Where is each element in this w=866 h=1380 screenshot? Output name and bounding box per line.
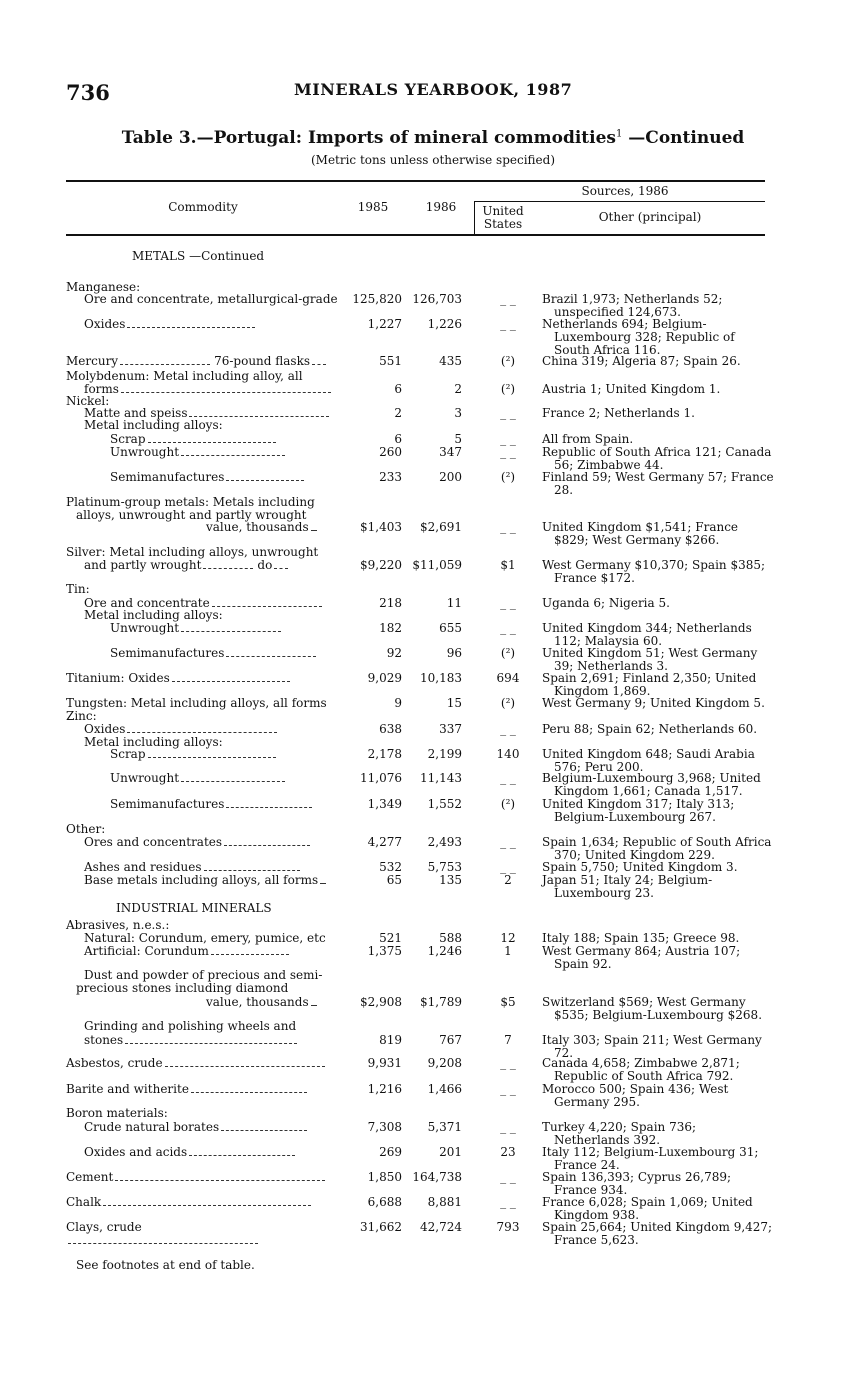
value-1986: 9,208 [427,1056,462,1070]
other-sources: Japan 51; Italy 24; Belgium-Luxembourg 23. [542,873,713,900]
commodity-label: Manganese: [66,280,141,294]
leader-dots [211,948,289,955]
commodity-label: Ashes and residues [84,860,202,874]
value-1986: $2,691 [420,520,462,534]
united-states-value: 23 [500,1145,516,1159]
commodity-label: Matte and speiss [84,406,188,420]
commodity-label: value, thousands [206,520,309,534]
table-subtitle: (Metric tons unless otherwise specified) [310,153,556,167]
united-states-value: _ _ [500,596,516,610]
leader-dots [274,562,288,569]
other-sources: United Kingdom 648; Saudi Arabia 576; Peru 200. [542,747,755,774]
value-1986: 5,371 [427,1120,462,1134]
commodity-label: Nickel: [66,394,110,408]
value-1986: 2,493 [427,835,462,849]
leader-dots [226,650,316,657]
commodity-label: Clays, crude [66,1220,142,1234]
commodity-cell [66,647,372,660]
united-states-value: (²) [500,354,516,368]
value-1985: 269 [379,1145,402,1159]
leader-dots [165,1060,325,1067]
commodity-cell [66,945,346,958]
value-1985: 9,029 [367,671,402,685]
commodity-label: Mercury [66,354,119,368]
value-1985: 65 [386,873,402,887]
other-sources: Italy 303; Spain 211; West Germany 72. [542,1033,762,1060]
leader-dots [115,1174,325,1181]
commodity-cell [66,446,372,459]
commodity-label: alloys, unwrought and partly wrought [76,508,307,522]
value-1986: 5 [454,432,462,446]
leader-dots [224,839,310,846]
commodity-label: and partly wrought [84,558,202,572]
header-sources: Sources, 1986 [581,184,669,198]
running-head: MINERALS YEARBOOK, 1987 [294,80,573,99]
commodity-label: Asbestos, crude [66,1056,163,1070]
commodity-label: Cement [66,1170,114,1184]
other-sources: Turkey 4,220; Spain 736; Netherlands 392. [542,1120,697,1147]
other-sources: Spain 136,393; Cyprus 26,789; France 934. [542,1170,732,1197]
section-metals: METALS —Continued [132,249,265,263]
united-states-value: (²) [500,470,516,484]
united-states-value: _ _ [500,860,516,874]
other-sources: Spain 5,750; United Kingdom 3. [542,860,738,874]
united-states-value: _ _ [500,1170,516,1184]
header-us-1: United [482,204,524,218]
united-states-value: _ _ [500,835,516,849]
commodity-label: Molybdenum: Metal including alloy, all [66,369,303,383]
leader-dots [148,436,276,443]
value-1986: 2,199 [427,747,462,761]
header-bottom-rule [66,234,765,236]
value-1985: 819 [379,1033,402,1047]
header-other: Other (principal) [598,210,702,224]
sources-rule [474,201,765,202]
united-states-value: 2 [504,873,512,887]
footnote: See footnotes at end of table. [76,1258,255,1272]
value-1986: 337 [439,722,462,736]
commodity-cell [66,1107,328,1120]
value-1985: 1,227 [367,317,402,331]
value-1985: 9 [394,696,402,710]
header-1985: 1985 [357,200,389,214]
commodity-label: precious stones including diamond [76,981,289,995]
commodity-label: stones [84,1033,124,1047]
united-states-value: 7 [504,1033,512,1047]
other-sources: China 319; Algeria 87; Spain 26. [542,354,741,368]
commodity-label: Tungsten: Metal including alloys, all forms [66,696,327,710]
commodity-cell [66,471,372,484]
value-1985: 7,308 [367,1120,402,1134]
value-1985: 638 [379,722,402,736]
value-1985: 4,277 [367,835,402,849]
leader-dots [172,675,290,682]
united-states-value: _ _ [500,1056,516,1070]
commodity-cell [66,748,372,761]
united-states-value: $5 [500,995,516,1009]
value-1985: $2,908 [360,995,402,1009]
table-title-suffix: —Continued [622,128,745,148]
leader-dots [221,1124,307,1131]
united-states-value: _ _ [500,1195,516,1209]
leader-dots [181,625,281,632]
value-1986: 135 [439,873,462,887]
commodity-label: Ore and concentrate [84,596,210,610]
commodity-label: Oxides and acids [84,1145,188,1159]
united-states-value: _ _ [500,406,516,420]
value-1986: 11,143 [420,771,462,785]
value-1986: 15 [446,696,462,710]
value-1986: 588 [439,931,462,945]
commodity-label: Oxides [84,317,126,331]
commodity-label: Boron materials: [66,1106,168,1120]
value-1986: 8,881 [427,1195,462,1209]
commodity-label: forms [84,382,119,396]
commodity-label: Ores and concentrates [84,835,223,849]
other-sources: Uganda 6; Nigeria 5. [542,596,670,610]
other-sources: Netherlands 694; Belgium-Luxembourg 328; Republic of South Africa 116. [542,317,735,357]
leader-dots [191,1086,307,1093]
united-states-value: _ _ [500,722,516,736]
commodity-cell [66,1121,346,1134]
united-states-value: 12 [500,931,516,945]
united-states-value: 140 [496,747,520,761]
commodity-label: Barite and witherite [66,1082,189,1096]
commodity-cell [66,622,372,635]
value-1985: 1,216 [367,1082,402,1096]
value-1985: $9,220 [360,558,402,572]
leader-dots [120,358,210,365]
commodity-label: Silver: Metal including alloys, unwrought [66,545,319,559]
united-states-value: (²) [500,382,516,396]
value-1985: 11,076 [360,771,402,785]
commodity-label: Scrap [110,747,146,761]
commodity-cell [66,318,346,331]
commodity-cell [66,1057,328,1070]
other-sources: France 6,028; Spain 1,069; United Kingdom 938. [542,1195,753,1222]
leader-dots [226,801,312,808]
value-1986: 126,703 [412,292,462,306]
commodity-label: Other: [66,822,106,836]
leader-dots [189,410,329,417]
value-1986: 42,724 [420,1220,462,1234]
commodity-label: Semimanufactures [110,646,225,660]
other-sources: Finland 59; West Germany 57; France 28. [542,470,774,497]
united-states-value: 694 [496,671,520,685]
leader-dots [127,726,277,733]
commodity-cell [66,1196,328,1209]
value-1985: 6 [394,432,402,446]
title-footnote-mark: 1 [616,128,623,140]
commodity-label: Semimanufactures [110,470,225,484]
commodity-label: Metal including alloys: [84,608,223,622]
value-1985: 1,349 [367,797,402,811]
united-states-value: _ _ [500,1120,516,1134]
commodity-label: Abrasives, n.e.s.: [66,918,170,932]
commodity-label: Natural: Corundum, emery, pumice, etc [84,931,326,945]
other-sources: Belgium-Luxembourg 3,968; United Kingdom 1,661; Canada 1,517. [542,771,761,798]
commodity-cell [66,1221,328,1247]
commodity-label: Unwrought [110,621,180,635]
other-sources: France 2; Netherlands 1. [542,406,695,420]
value-1986: 347 [439,445,462,459]
commodity-label: Artificial: Corundum [84,944,209,958]
commodity-cell [66,355,328,368]
commodity-label: Unwrought [110,771,180,785]
united-states-value: _ _ [500,317,516,331]
leader-dots [181,449,285,456]
commodity-label: Oxides [84,722,126,736]
united-states-value: _ _ [500,621,516,635]
leader-dots [103,1199,311,1206]
header-1986: 1986 [425,200,457,214]
commodity-label: Metal including alloys: [84,418,223,432]
commodity-cell [66,293,346,306]
other-sources: All from Spain. [542,432,634,446]
other-sources: United Kingdom 317; Italy 313; Belgium-Luxembourg 267. [542,797,735,824]
commodity-label: Unwrought [110,445,180,459]
united-states-value: _ _ [500,445,516,459]
commodity-cell [66,419,346,432]
commodity-cell [66,1146,346,1159]
commodity-cell [66,772,372,785]
header-us-2: States [483,217,523,231]
commodity-label: Semimanufactures [110,797,225,811]
commodity-label: Titanium: Oxides [66,671,170,685]
leader-dots [181,775,285,782]
header-commodity: Commodity [168,200,238,214]
value-1985: 260 [379,445,402,459]
other-sources: Morocco 500; Spain 436; West Germany 295. [542,1082,729,1109]
value-1986: 200 [439,470,462,484]
value-1985: 2 [394,406,402,420]
page-number: 736 [66,80,110,105]
commodity-cell [66,874,346,887]
leader-dots [320,877,326,884]
value-1986: 164,738 [412,1170,462,1184]
value-1986: 201 [439,1145,462,1159]
other-sources: Switzerland $569; West Germany $535; Belgium-Luxembourg $268. [542,995,763,1022]
commodity-cell [66,1083,328,1096]
value-1985: 9,931 [367,1056,402,1070]
value-1986: 2 [454,382,462,396]
united-states-value: (²) [500,696,516,710]
commodity-label: Crude natural borates [84,1120,220,1134]
other-sources: West Germany 9; United Kingdom 5. [542,696,765,710]
leader-dots [68,1237,258,1244]
value-1985: 1,375 [367,944,402,958]
other-sources: West Germany 864; Austria 107; Spain 92. [542,944,741,971]
top-rule [66,180,765,182]
other-sources: Spain 2,691; Finland 2,350; United Kingdom 1,869. [542,671,757,698]
value-1985: 6 [394,382,402,396]
united-states-value: _ _ [500,520,516,534]
united-states-value: _ _ [500,432,516,446]
value-1986: 655 [439,621,462,635]
commodity-cell [66,982,338,995]
value-1986: 10,183 [420,671,462,685]
leader-dots [203,562,253,569]
value-1986: $11,059 [412,558,462,572]
leader-dots [311,999,317,1006]
united-states-value: _ _ [500,771,516,785]
value-1985: 2,178 [367,747,402,761]
commodity-cell [66,798,372,811]
table-title [0,128,866,148]
unit-label: do [257,558,273,572]
value-1986: 5,753 [427,860,462,874]
commodity-label: Dust and powder of precious and semi- [84,968,323,982]
other-sources: United Kingdom 344; Netherlands 112; Malaysia 60. [542,621,752,648]
other-sources: Brazil 1,973; Netherlands 52; unspecified 124,673. [542,292,723,319]
commodity-label: Ore and concentrate, metallurgical-grade [84,292,338,306]
commodity-cell [66,1020,346,1033]
commodity-cell [66,836,346,849]
other-sources: United Kingdom $1,541; France $829; West Germany $266. [542,520,739,547]
other-sources: Italy 112; Belgium-Luxembourg 31; France 24. [542,1145,759,1172]
commodity-label: value, thousands [206,995,309,1009]
table-title-text: Table 3.—Portugal: Imports of mineral commodities [121,128,617,148]
value-1986: 1,226 [427,317,462,331]
other-sources: Spain 1,634; Republic of South Africa 370; United Kingdom 229. [542,835,772,862]
value-1986: 435 [439,354,462,368]
value-1986: 96 [446,646,462,660]
value-1985: 218 [379,596,402,610]
leader-dots [121,386,331,393]
value-1985: $1,403 [360,520,402,534]
other-sources: United Kingdom 51; West Germany 39; Netherlands 3. [542,646,758,673]
section-industrial: INDUSTRIAL MINERALS [116,901,272,915]
value-1985: 6,688 [367,1195,402,1209]
commodity-label: Chalk [66,1195,102,1209]
commodity-label: Zinc: [66,709,97,723]
value-1985: 532 [379,860,402,874]
commodity-cell [66,609,346,622]
leader-dots [312,358,326,365]
other-sources: West Germany $10,370; Spain $385; France $172. [542,558,766,585]
leader-dots [226,474,304,481]
united-states-value: _ _ [500,292,516,306]
unit-label: 76-pound flasks [214,354,311,368]
commodity-label: Base metals including alloys, all forms [84,873,319,887]
commodity-cell [66,559,346,572]
leader-dots [189,1149,295,1156]
value-1986: 3 [454,406,462,420]
value-1986: 1,466 [427,1082,462,1096]
commodity-cell [66,1171,328,1184]
other-sources: Peru 88; Spain 62; Netherlands 60. [542,722,758,736]
united-states-value: _ _ [500,1082,516,1096]
commodity-label: Metal including alloys: [84,735,223,749]
commodity-cell [66,1034,346,1047]
leader-dots [311,524,317,531]
value-1986: 11 [446,596,462,610]
united-states-value: 793 [496,1220,520,1234]
leader-dots [125,1037,297,1044]
leader-dots [212,600,322,607]
leader-dots [204,864,300,871]
commodity-label: Platinum-group metals: Metals including [66,495,315,509]
value-1986: 1,552 [427,797,462,811]
united-states-value: $1 [500,558,516,572]
united-states-value: (²) [500,797,516,811]
leader-dots [148,751,276,758]
other-sources: Austria 1; United Kingdom 1. [542,382,721,396]
value-1986: $1,789 [420,995,462,1009]
value-1986: 1,246 [427,944,462,958]
commodity-label: Scrap [110,432,146,446]
value-1985: 233 [379,470,402,484]
other-sources: Spain 25,664; United Kingdom 9,427; France 5,623. [542,1220,773,1247]
value-1985: 521 [379,931,402,945]
commodity-label: Grinding and polishing wheels and [84,1019,297,1033]
united-states-value: (²) [500,646,516,660]
commodity-cell [66,672,328,685]
united-states-value: 1 [504,944,512,958]
other-sources: Canada 4,658; Zimbabwe 2,871; Republic of South Africa 792. [542,1056,740,1083]
commodity-cell [66,583,328,596]
other-sources: Italy 188; Spain 135; Greece 98. [542,931,740,945]
other-sources: Republic of South Africa 121; Canada 56; Zimbabwe 44. [542,445,772,472]
value-1985: 125,820 [352,292,402,306]
value-1985: 182 [379,621,402,635]
value-1985: 1,850 [367,1170,402,1184]
commodity-label: Tin: [66,582,90,596]
leader-dots [127,321,255,328]
value-1986: 767 [439,1033,462,1047]
value-1985: 551 [379,354,402,368]
value-1985: 31,662 [360,1220,402,1234]
value-1985: 92 [386,646,402,660]
